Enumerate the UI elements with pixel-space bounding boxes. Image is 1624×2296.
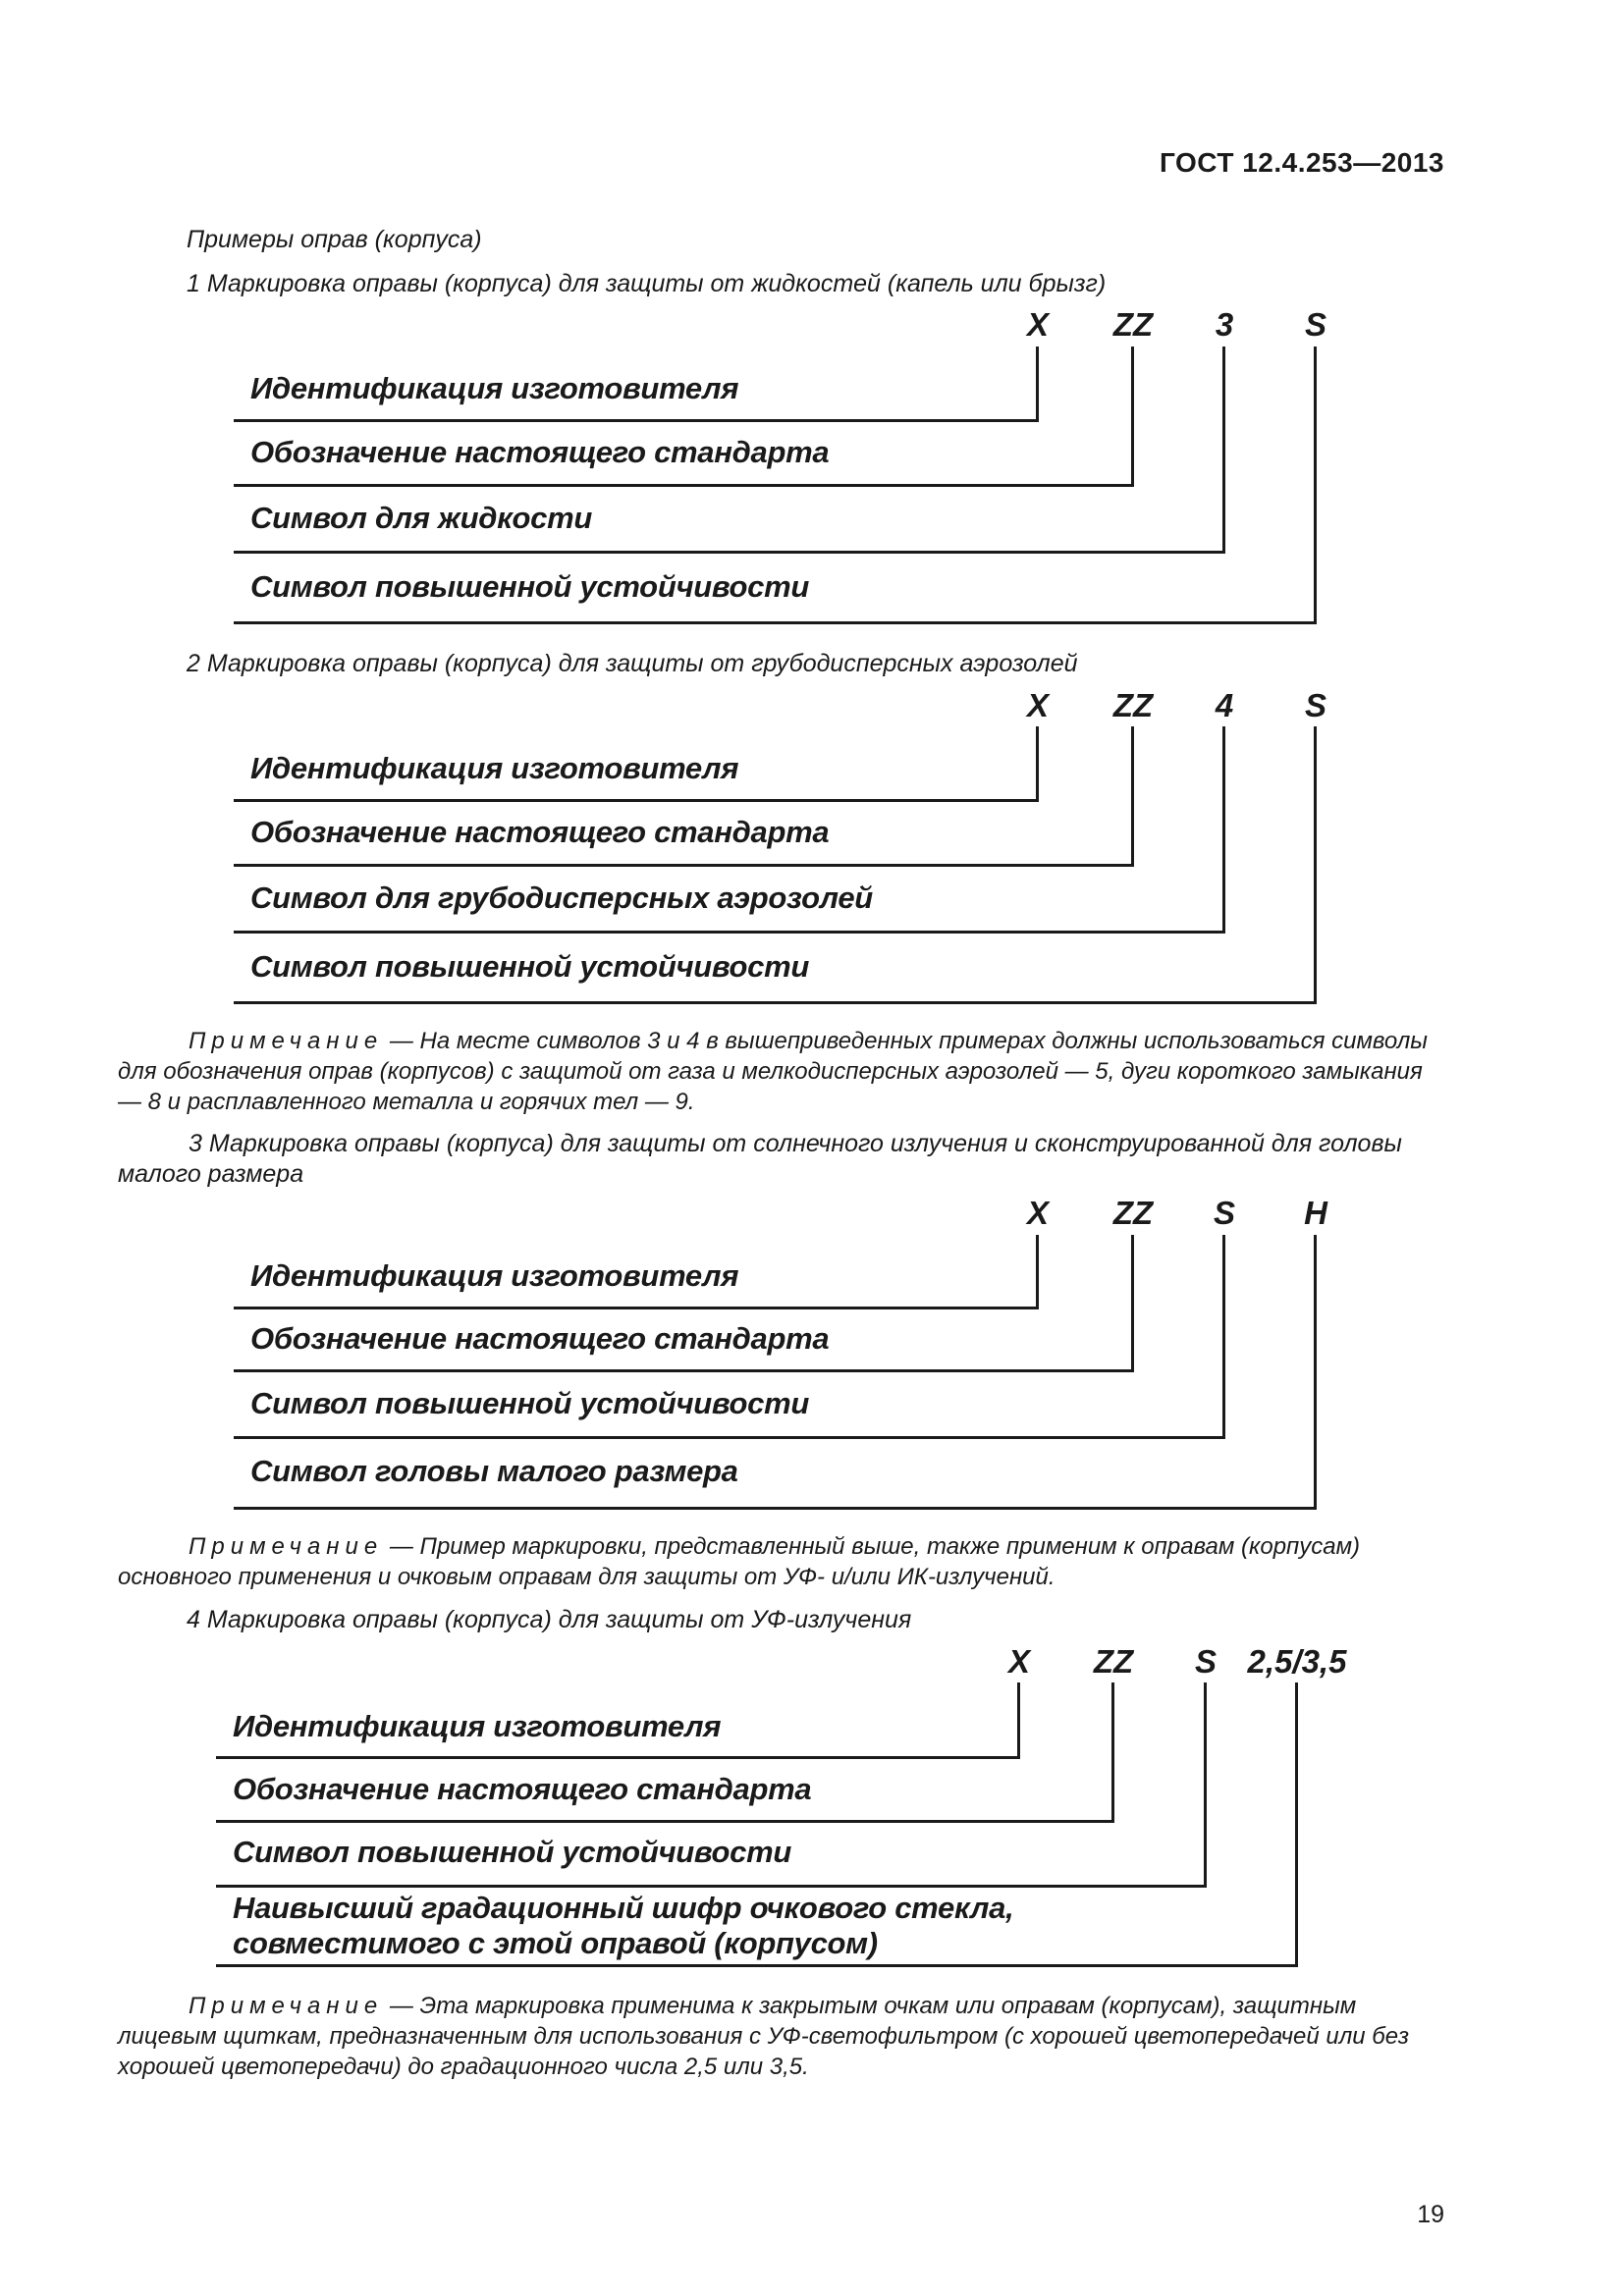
note-text: — На месте символов 3 и 4 в вышеприведенных примерах должны использоваться символы для обозначения оправ (корпусов) с защитой от газа и мелкодисперсных аэрозолей — 5, дуги короткого замыкания — 8 и расплавленного металла и горячих тел — 9. (118, 1028, 1428, 1115)
row-manufacturer: Идентификация изготовителя (250, 751, 739, 785)
row-robustness-symbol: Символ повышенной устойчивости (250, 949, 809, 984)
row-aerosol-symbol: Символ для грубодисперсных аэрозолей (250, 881, 873, 915)
note-label: Примечание (189, 1028, 384, 1054)
note-3 (118, 1991, 1445, 2082)
page-number: 19 (1417, 2201, 1444, 2228)
symbol-zz: ZZ (1093, 1643, 1134, 1680)
symbol-zz: ZZ (1112, 306, 1154, 343)
row-standard: Обозначение настоящего стандарта (233, 1772, 812, 1806)
intro-heading: Примеры оправ (корпуса) (187, 226, 482, 253)
symbol-s: S (1194, 1643, 1218, 1680)
symbol-zz: ZZ (1112, 687, 1154, 723)
symbol-s: S (1304, 687, 1327, 723)
symbol-zz: ZZ (1112, 1195, 1154, 1231)
row-robustness-symbol: Символ повышенной устойчивости (250, 569, 809, 604)
row-small-head-symbol: Символ головы малого размера (250, 1454, 738, 1488)
symbol-3: 3 (1215, 306, 1234, 343)
symbol-x: X (1026, 1195, 1050, 1231)
row-manufacturer: Идентификация изготовителя (250, 1258, 739, 1293)
row-robustness-symbol: Символ повышенной устойчивости (233, 1835, 791, 1869)
row-standard: Обозначение настоящего стандарта (250, 815, 830, 849)
symbol-x: X (1026, 306, 1050, 343)
symbol-s: S (1304, 306, 1327, 343)
row-gradation-code: Наивысший градационный шифр очкового стекла, совместимого с этой оправой (корпусом) (233, 1891, 1014, 1960)
symbol-4: 4 (1215, 687, 1234, 723)
note-text: — Эта маркировка применима к закрытым очкам или оправам (корпусам), защитным лицевым щиткам, предназначенным для использования с УФ-светофильтром (с хорошей цветопередачей или без хорошей цветопередачи) до градационного числа 2,5 или 3,5. (118, 1993, 1409, 2080)
symbol-h: H (1304, 1195, 1327, 1231)
symbol-x: X (1026, 687, 1050, 723)
document-id: ГОСТ 12.4.253—2013 (1160, 147, 1444, 178)
note-label: Примечание (189, 1533, 384, 1560)
row-robustness-symbol: Символ повышенной устойчивости (250, 1386, 809, 1420)
symbol-s: S (1213, 1195, 1236, 1231)
note-text: — Пример маркировки, представленный выше, также применим к оправам (корпусам) основного применения и очковым оправам для защиты от УФ- и/или ИК-излучений. (118, 1533, 1361, 1590)
symbol-x: X (1007, 1643, 1031, 1680)
note-1 (118, 1026, 1445, 1117)
example-1-caption: 1 Маркировка оправы (корпуса) для защиты от жидкостей (капель или брызг) (187, 270, 1107, 297)
symbol-gradation: 2,5/3,5 (1247, 1643, 1347, 1680)
note-2 (118, 1531, 1445, 1592)
row-manufacturer: Идентификация изготовителя (233, 1709, 722, 1743)
example-4-caption: 4 Маркировка оправы (корпуса) для защиты от УФ-излучения (187, 1606, 912, 1633)
row-manufacturer: Идентификация изготовителя (250, 371, 739, 405)
note-label: Примечание (189, 1993, 384, 2019)
row-standard: Обозначение настоящего стандарта (250, 435, 830, 469)
row-standard: Обозначение настоящего стандарта (250, 1321, 830, 1356)
example-3-caption: 3 Маркировка оправы (корпуса) для защиты от солнечного излучения и сконструированной для головы малого размера (118, 1130, 1402, 1188)
example-2-caption: 2 Маркировка оправы (корпуса) для защиты от грубодисперсных аэрозолей (187, 650, 1078, 677)
row-liquid-symbol: Символ для жидкости (250, 501, 592, 535)
